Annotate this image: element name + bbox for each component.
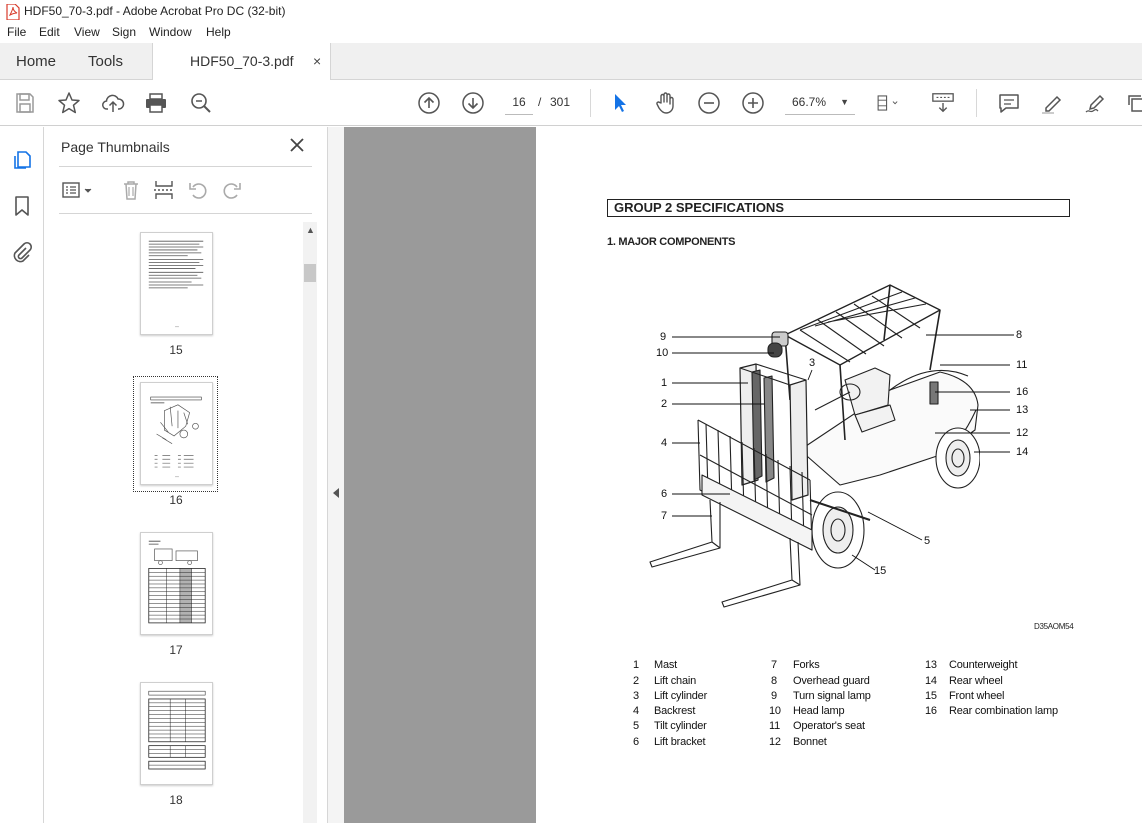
share-icon [1126,91,1142,115]
tab-close-button[interactable]: × [313,53,322,69]
next-page-button[interactable] [461,91,485,115]
legend-number: 1 [633,659,639,671]
zoom-search-icon [189,91,213,115]
comment-icon [997,91,1021,115]
callout-label: 8 [1016,329,1023,341]
plus-circle-icon [741,91,765,115]
highlight-button[interactable] [1040,91,1064,115]
thumbnail-page-number: 17 [169,643,183,657]
zoom-level-select[interactable] [785,90,855,115]
close-panel-button[interactable] [289,137,305,153]
callout-label: 12 [1016,427,1029,439]
callout-label: 5 [924,535,931,547]
legend-number: 16 [925,705,937,717]
callout-label: 11 [1016,359,1028,371]
legend-number: 10 [769,705,781,717]
legend-name: Bonnet [793,736,827,748]
insert-page-button[interactable] [153,179,175,201]
options-menu-icon [61,179,95,201]
legend-number: 12 [769,736,781,748]
fit-page-icon [876,91,900,115]
page-preview [141,233,212,334]
arrow-up-circle-icon [417,91,441,115]
legend-number: 7 [771,659,777,671]
print-button[interactable] [144,91,168,115]
callout-label: 7 [661,510,668,522]
toolbar-divider [976,89,977,117]
legend-number: 6 [633,736,639,748]
pages-icon [11,148,33,170]
legend-number: 3 [633,690,639,702]
upload-button[interactable] [101,91,125,115]
legend-name: Forks [793,659,820,671]
page-preview [141,533,212,634]
callout-label: 15 [874,565,887,577]
callout-label: 3 [809,357,816,369]
zoom-in-button[interactable] [741,91,765,115]
hand-tool-button[interactable] [653,91,677,115]
thumbnail-page-15[interactable] [140,232,213,335]
rotate-right-button[interactable] [221,179,243,201]
trash-icon [120,179,142,201]
title-bar [0,0,1142,24]
printer-icon [144,91,168,115]
menu-file[interactable]: File [7,25,27,39]
navigation-rail [0,127,44,823]
menu-help[interactable]: Help [206,25,231,39]
collapse-panel-button[interactable] [331,487,340,499]
hand-icon [653,91,677,115]
callout-label: 16 [1016,386,1029,398]
zoom-out-button[interactable] [697,91,721,115]
sign-pen-icon [1084,91,1108,115]
page-preview [141,383,212,484]
legend-name: Backrest [654,705,696,717]
previous-page-button[interactable] [417,91,441,115]
panel-title: Page Thumbnails [61,139,170,155]
menu-view[interactable]: View [74,25,100,39]
menu-edit[interactable]: Edit [39,25,60,39]
toolbar-divider [590,89,591,117]
panel-splitter[interactable] [327,127,344,823]
legend-number: 8 [771,675,777,687]
tab-tools[interactable]: Tools [88,53,124,70]
callout-label: 14 [1016,446,1029,458]
page-separator: / [538,95,542,109]
pdf-file-icon [6,4,20,20]
panel-divider [59,166,312,167]
bookmarks-toggle[interactable] [11,195,33,217]
window-title: HDF50_70-3.pdf - Adobe Acrobat Pro DC (32-bit) [24,4,286,18]
save-icon [13,91,37,115]
legend-name: Lift bracket [654,736,706,748]
attachments-toggle[interactable] [11,241,33,263]
legend-name: Rear combination lamp [949,705,1058,717]
more-tools-button[interactable] [1126,91,1142,115]
rotate-left-button[interactable] [187,179,209,201]
delete-page-button[interactable] [120,179,142,201]
figure-code: D35AOM54 [1034,622,1074,631]
legend-number: 4 [633,705,639,717]
tab-bar [0,43,1142,80]
callout-label: 13 [1016,404,1029,416]
menu-bar [0,24,1142,43]
scroll-mode-icon [931,91,955,115]
legend-number: 14 [925,675,937,687]
tab-document[interactable] [152,43,331,81]
thumbnail-options-button[interactable] [61,179,95,201]
close-icon [289,137,305,153]
legend-number: 2 [633,675,639,687]
star-icon [57,91,81,115]
cloud-upload-icon [101,91,125,115]
chevron-down-icon: ▼ [840,97,849,107]
menu-window[interactable]: Window [149,25,192,39]
legend-name: Lift chain [654,675,697,687]
page-thumbnails-panel [45,127,327,823]
legend-name: Head lamp [793,705,845,717]
callout-label: 9 [660,331,667,343]
legend-name: Mast [654,659,678,671]
arrow-down-circle-icon [461,91,485,115]
total-pages: 301 [550,95,571,109]
thumbnail-page-16[interactable] [140,382,213,485]
legend-name: Lift cylinder [654,690,708,702]
callout-label: 2 [661,398,668,410]
thumbnail-page-number: 15 [169,343,183,357]
callout-label: 10 [656,347,669,359]
find-button[interactable] [189,91,213,115]
legend-number: 11 [769,720,781,732]
page-number-input[interactable]: 16 [505,90,533,115]
legend-number: 13 [925,659,937,671]
bookmark-icon [11,195,33,217]
zoom-level-value: 66.7% [792,95,827,109]
legend-name: Tilt cylinder [654,720,707,732]
scroll-up-arrow-icon[interactable]: ▲ [306,225,315,235]
bookmark-star-button[interactable] [57,91,81,115]
rotate-cw-icon [221,179,243,201]
paperclip-icon [11,241,33,263]
main-toolbar [0,80,1142,126]
legend-name: Counterweight [949,659,1018,671]
legend-name: Turn signal lamp [793,690,871,702]
cursor-arrow-icon [608,91,632,115]
select-tool-button[interactable] [608,91,632,115]
insert-pages-icon [153,179,175,201]
legend-number: 9 [771,690,777,702]
page-display-button[interactable] [876,91,910,115]
thumbnail-page-18[interactable] [140,682,213,785]
minus-circle-icon [697,91,721,115]
page-preview [141,683,212,784]
legend-name: Overhead guard [793,675,870,687]
thumbnail-page-number: 18 [169,793,183,807]
save-button[interactable] [13,91,37,115]
section-heading: 1. MAJOR COMPONENTS [607,236,736,248]
legend-name: Rear wheel [949,675,1003,687]
page-thumbnails-toggle[interactable] [11,148,33,170]
callout-label: 1 [661,377,668,389]
thumbnail-scrollbar[interactable] [303,222,317,823]
panel-divider [59,213,312,214]
tab-home[interactable]: Home [16,53,57,70]
rotate-ccw-icon [187,179,209,201]
menu-sign[interactable]: Sign [112,25,137,39]
legend-name: Operator's seat [793,720,865,732]
comment-button[interactable] [997,91,1021,115]
scrolling-mode-button[interactable] [931,91,957,115]
thumbnail-page-17[interactable] [140,532,213,635]
callout-label: 4 [661,437,668,449]
highlighter-icon [1040,91,1064,115]
scrollbar-thumb[interactable] [304,264,316,282]
thumbnail-page-number: 16 [169,493,183,507]
caret-left-icon [331,487,340,499]
legend-name: Front wheel [949,690,1005,702]
sign-button[interactable] [1084,91,1108,115]
group-heading: GROUP 2 SPECIFICATIONS [607,199,1070,217]
legend-number: 15 [925,690,937,702]
legend-number: 5 [633,720,639,732]
callout-label: 6 [661,488,668,500]
tab-document-label: HDF50_70-3.pdf [190,53,294,69]
